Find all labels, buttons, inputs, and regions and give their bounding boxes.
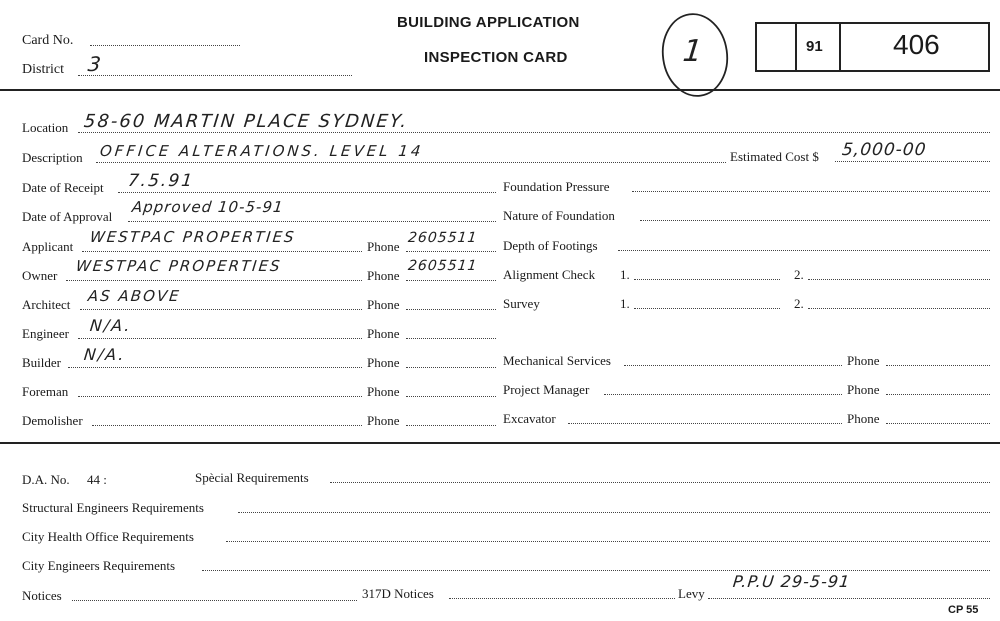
demolisher-field[interactable]: [92, 425, 362, 426]
owner-phone: 2605511: [407, 258, 479, 274]
mechanical-phone-field[interactable]: [886, 365, 990, 366]
description-field[interactable]: [96, 162, 726, 163]
applicant-value: WESTPAC PROPERTIES: [89, 228, 297, 246]
form-code: CP 55: [948, 604, 979, 616]
project-manager-phone-label: Phone: [847, 382, 880, 397]
description-value: OFFICE ALTERATIONS. LEVEL 14: [99, 142, 425, 160]
location-field[interactable]: [78, 132, 990, 133]
da-no-value: 44 :: [87, 472, 107, 487]
architect-field[interactable]: [80, 309, 362, 310]
project-manager-phone-field[interactable]: [886, 394, 990, 395]
317d-notices-field[interactable]: [449, 598, 675, 599]
location-value: 58-60 MARTIN PLACE SYDNEY.: [82, 111, 410, 132]
depth-of-footings-label: Depth of Footings: [503, 238, 598, 253]
architect-phone-field[interactable]: [406, 309, 496, 310]
applicant-phone-label: Phone: [367, 239, 400, 254]
alignment-check-num-2: 2.: [794, 267, 804, 282]
location-label: Location: [22, 120, 69, 135]
special-requirements-label: Spècial Requirements: [195, 470, 309, 485]
date-of-approval-value: Approved 10-5-91: [131, 198, 285, 216]
date-of-approval-label: Date of Approval: [22, 209, 113, 224]
mechanical-phone-label: Phone: [847, 353, 880, 368]
owner-field[interactable]: [66, 280, 362, 281]
alignment-check-field-2[interactable]: [808, 279, 990, 280]
engineer-field[interactable]: [78, 338, 362, 339]
district-value: 3: [86, 52, 104, 76]
city-engineers-requirements-field[interactable]: [202, 570, 990, 571]
description-label: Description: [22, 150, 83, 165]
architect-value: AS ABOVE: [87, 287, 182, 305]
header-divider: [0, 89, 1000, 91]
foreman-phone-label: Phone: [367, 384, 400, 399]
builder-phone-label: Phone: [367, 355, 400, 370]
depth-of-footings-field[interactable]: [618, 250, 990, 251]
excavator-phone-field[interactable]: [886, 423, 990, 424]
builder-field[interactable]: [68, 367, 362, 368]
owner-phone-label: Phone: [367, 268, 400, 283]
box-divider-2: [839, 22, 841, 72]
builder-value: N/A.: [83, 345, 127, 364]
section-divider: [0, 442, 1000, 444]
foreman-field[interactable]: [78, 396, 362, 397]
foreman-label: Foreman: [22, 384, 69, 399]
foreman-phone-field[interactable]: [406, 396, 496, 397]
card-no-field[interactable]: [90, 45, 240, 46]
district-field[interactable]: [78, 75, 352, 76]
district-label: District: [22, 62, 64, 77]
city-health-requirements-label: City Health Office Requirements: [22, 529, 194, 544]
date-of-receipt-value: 7.5.91: [126, 171, 196, 191]
date-of-receipt-field[interactable]: [118, 192, 496, 193]
survey-num-1: 1.: [620, 296, 630, 311]
engineer-label: Engineer: [22, 326, 69, 341]
estimated-cost-value: 5,000-00: [840, 140, 928, 160]
city-engineers-requirements-label: City Engineers Requirements: [22, 558, 176, 573]
excavator-label: Excavator: [503, 411, 556, 426]
alignment-check-num-1: 1.: [620, 267, 630, 282]
project-manager-field[interactable]: [604, 394, 842, 395]
survey-field-2[interactable]: [808, 308, 990, 309]
applicant-phone-field[interactable]: [406, 251, 496, 252]
engineer-phone-label: Phone: [367, 326, 400, 341]
card-number-value: 406: [893, 29, 940, 60]
owner-value: WESTPAC PROPERTIES: [75, 257, 283, 275]
architect-phone-label: Phone: [367, 297, 400, 312]
project-manager-label: Project Manager: [503, 382, 590, 397]
mechanical-services-label: Mechanical Services: [503, 353, 611, 368]
survey-field-1[interactable]: [634, 308, 780, 309]
nature-of-foundation-field[interactable]: [640, 220, 990, 221]
317d-notices-label: 317D Notices: [362, 586, 434, 601]
mechanical-services-field[interactable]: [624, 365, 842, 366]
da-no-label: D.A. No.: [22, 472, 70, 487]
alignment-check-label: Alignment Check: [503, 267, 596, 282]
builder-label: Builder: [22, 355, 61, 370]
engineer-phone-field[interactable]: [406, 338, 496, 339]
circled-number: 1: [681, 34, 704, 69]
city-health-requirements-field[interactable]: [226, 541, 990, 542]
survey-num-2: 2.: [794, 296, 804, 311]
form-subtitle: INSPECTION CARD: [424, 49, 568, 66]
applicant-label: Applicant: [22, 239, 74, 254]
structural-requirements-field[interactable]: [238, 512, 990, 513]
applicant-field[interactable]: [82, 251, 362, 252]
applicant-phone: 2605511: [407, 230, 479, 246]
owner-phone-field[interactable]: [406, 280, 496, 281]
foundation-pressure-label: Foundation Pressure: [503, 179, 610, 194]
box-divider-1: [795, 22, 797, 72]
estimated-cost-field[interactable]: [835, 161, 990, 162]
year-value: 91: [806, 38, 823, 55]
alignment-check-field-1[interactable]: [634, 279, 780, 280]
card-no-label: Card No.: [22, 33, 74, 48]
survey-label: Survey: [503, 296, 540, 311]
special-requirements-field[interactable]: [330, 482, 990, 483]
excavator-phone-label: Phone: [847, 411, 880, 426]
nature-of-foundation-label: Nature of Foundation: [503, 208, 615, 223]
structural-requirements-label: Structural Engineers Requirements: [22, 500, 204, 515]
owner-label: Owner: [22, 268, 58, 283]
demolisher-phone-field[interactable]: [406, 425, 496, 426]
card-number-box: [755, 22, 990, 72]
engineer-value: N/A.: [89, 316, 133, 335]
architect-label: Architect: [22, 297, 71, 312]
levy-field[interactable]: [708, 598, 990, 599]
notices-field[interactable]: [72, 600, 357, 601]
demolisher-label: Demolisher: [22, 413, 83, 428]
estimated-cost-label: Estimated Cost $: [730, 149, 819, 164]
foundation-pressure-field[interactable]: [632, 191, 990, 192]
date-of-approval-field[interactable]: [128, 221, 496, 222]
notices-label: Notices: [22, 588, 62, 603]
levy-value: P.P.U 29-5-91: [732, 572, 852, 591]
date-of-receipt-label: Date of Receipt: [22, 180, 104, 195]
levy-label: Levy: [678, 586, 705, 601]
excavator-field[interactable]: [568, 423, 842, 424]
demolisher-phone-label: Phone: [367, 413, 400, 428]
form-title: BUILDING APPLICATION: [397, 14, 580, 31]
builder-phone-field[interactable]: [406, 367, 496, 368]
